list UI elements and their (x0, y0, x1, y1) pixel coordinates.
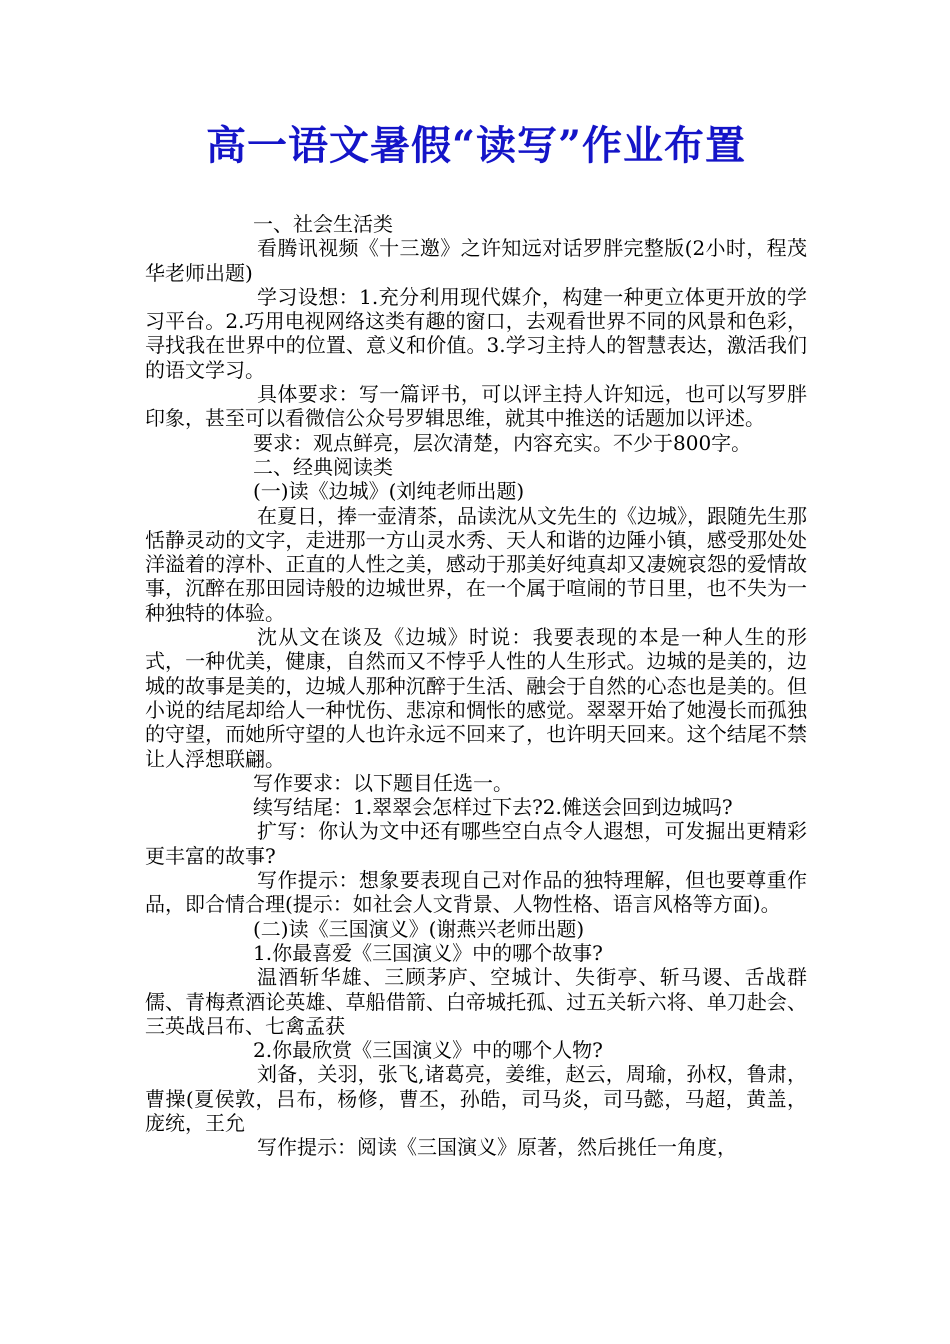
paragraph: 写作要求：以下题目任选一。 (253, 770, 513, 795)
paragraph: 温酒斩华雄、三顾茅庐、空城计、失街亭、斩马谡、舌战群儒、青梅煮酒论英雄、草船借箭、白帝城托孤、过五关斩六将、单刀赴会、三英战吕布、七禽孟获 (145, 965, 807, 1038)
paragraph: 看腾讯视频《十三邀》之许知远对话罗胖完整版(2小时，程茂华老师出题) (145, 236, 807, 285)
paragraph: 具体要求：写一篇评书，可以评主持人许知远，也可以写罗胖印象，甚至可以看微信公众号罗辑思维，就其中推送的话题加以评述。 (145, 382, 807, 431)
subsection-heading-sanguo: (二)读《三国演义》(谢燕兴老师出题) (253, 916, 585, 941)
section-heading-classics: 二、经典阅读类 (253, 454, 393, 479)
document-page (145, 118, 807, 1160)
paragraph: 续写结尾：1.翠翠会怎样过下去?2.傩送会回到边城吗? (253, 795, 733, 820)
paragraph: 刘备，关羽，张飞,诸葛亮，姜维，赵云，周瑜，孙权，鲁肃，曹操(夏侯敦，吕布，杨修，曹丕，孙皓，司马炎，司马懿，马超，黄盖，庞统，王允 (145, 1062, 807, 1135)
paragraph: 写作提示：想象要表现自己对作品的独特理解，但也要尊重作品，即合情合理(提示：如社会人文背景、人物性格、语言风格等方面)。 (145, 868, 807, 917)
paragraph: 在夏日，捧一壶清茶，品读沈从文先生的《边城》，跟随先生那恬静灵动的文字，走进那一方山灵水秀、天人和谐的边陲小镇，感受那处处洋溢着的淳朴、正直的人性之美，感动于那美好纯真却又凄婉哀怨的爱情故事，沉醉在那田园诗般的边城世界，在一个属于喧闹的节日里，也不失为一种独特的体验。 (145, 503, 807, 625)
paragraph: 1.你最喜爱《三国演义》中的哪个故事? (253, 940, 603, 965)
paragraph: 学习设想：1.充分利用现代媒介，构建一种更立体更开放的学习平台。2.巧用电视网络这类有趣的窗口，去观看世界不同的风景和色彩，寻找我在世界中的位置、意义和价值。3.学习主持人的智慧表达，激活我们的语文学习。 (145, 284, 807, 382)
subsection-heading-biancheng: (一)读《边城》(刘纯老师出题) (253, 479, 525, 504)
paragraph: 写作提示：阅读《三国演义》原著，然后挑任一角度， (257, 1135, 737, 1160)
paragraph: 2.你最欣赏《三国演义》中的哪个人物? (253, 1038, 603, 1063)
paragraph: 要求：观点鲜亮，层次清楚，内容充实。不少于800字。 (253, 430, 752, 455)
document-title: 高一语文暑假“读写”作业布置 (205, 122, 746, 169)
section-heading-social: 一、社会生活类 (253, 212, 393, 236)
paragraph: 沈从文在谈及《边城》时说：我要表现的本是一种人生的形式，一种优美，健康，自然而又不悖乎人性的人生形式。边城的是美的，边城的故事是美的，边城人那种沉醉于生活、融会于自然的心态也是美的。但小说的结尾却给人一种忧伤、悲凉和惆怅的感觉。翠翠开始了她漫长而孤独的守望，而她所守望的人也许永远不回来了，也许明天回来。这个结尾不禁让人浮想联翩。 (145, 625, 807, 771)
paragraph: 扩写：你认为文中还有哪些空白点令人遐想，可发掘出更精彩更丰富的故事? (145, 819, 807, 868)
